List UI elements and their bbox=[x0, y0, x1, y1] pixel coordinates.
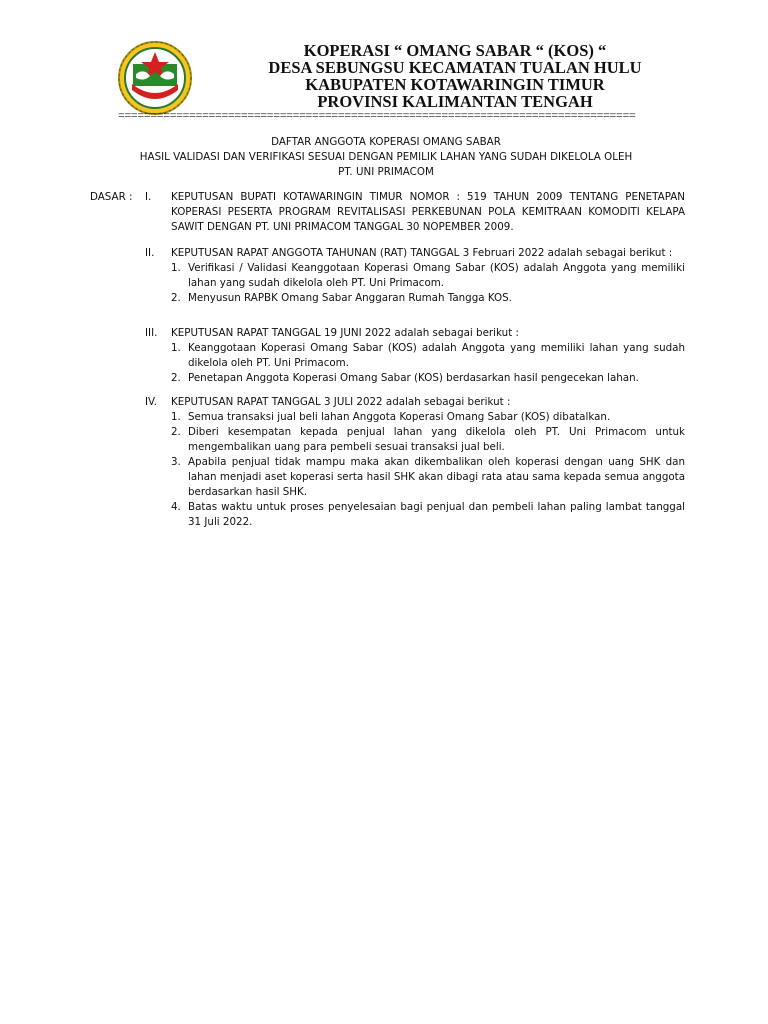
item-number: 2. bbox=[171, 372, 181, 384]
item-text: Semua transaksi jual beli lahan Anggota Koperasi Omang Sabar (KOS) dibatalkan. bbox=[188, 411, 611, 423]
list-item bbox=[171, 410, 685, 425]
item-text: Menyusun RAPBK Omang Sabar Anggaran Rumah Tangga KOS. bbox=[188, 292, 512, 304]
item-text: Apabila penjual tidak mampu maka akan dikembalikan oleh koperasi dengan uang SHK dan lahan menjadi aset koperasi serta hasil SHK akan dibagi rata atau sama kepada semua anggota berdasarkan hasil SHK. bbox=[188, 456, 685, 498]
list-item bbox=[171, 291, 685, 306]
section-number: IV. bbox=[145, 396, 158, 408]
section-1 bbox=[145, 190, 685, 235]
item-number: 2. bbox=[171, 426, 181, 438]
item-text: Penetapan Anggota Koperasi Omang Sabar (KOS) berdasarkan hasil pengecekan lahan. bbox=[188, 372, 639, 384]
item-text: Diberi kesempatan kepada penjual lahan yang dikelola oleh PT. Uni Primacom untuk mengembalikan uang para pembeli sesuai transaksi jual beli. bbox=[188, 426, 685, 453]
item-number: 3. bbox=[171, 456, 181, 468]
list-item bbox=[171, 341, 685, 371]
letterhead bbox=[215, 42, 695, 110]
section-3 bbox=[145, 326, 685, 386]
item-number: 1. bbox=[171, 411, 181, 423]
section-number: II. bbox=[145, 247, 155, 259]
section-text: KEPUTUSAN BUPATI KOTAWARINGIN TIMUR NOMOR : 519 TAHUN 2009 TENTANG PENETAPAN KOPERASI PESERTA PROGRAM REVITALISASI PERKEBUNAN POLA KEMITRAAN KOMODITI KELAPA SAWIT DENGAN PT. UNI PRIMACOM TANGGAL 30 NOPEMBER 2009. bbox=[171, 191, 685, 233]
section-text: KEPUTUSAN RAPAT TANGGAL 3 JULI 2022 adalah sebagai berikut : bbox=[171, 396, 511, 408]
section-list bbox=[171, 261, 685, 306]
item-number: 1. bbox=[171, 342, 181, 354]
item-text: Batas waktu untuk proses penyelesaian bagi penjual dan pembeli lahan paling lambat tanggal 31 Juli 2022. bbox=[188, 501, 685, 528]
item-number: 1. bbox=[171, 262, 181, 274]
list-item bbox=[171, 425, 685, 455]
list-item bbox=[171, 500, 685, 530]
title-line1: DAFTAR ANGGOTA KOPERASI OMANG SABAR bbox=[271, 136, 501, 148]
section-number: III. bbox=[145, 327, 158, 339]
section-list bbox=[171, 410, 685, 530]
letterhead-line3: KABUPATEN KOTAWARINGIN TIMUR bbox=[305, 75, 605, 94]
dasar-label: DASAR : bbox=[90, 191, 133, 203]
section-4 bbox=[145, 395, 685, 530]
item-number: 4. bbox=[171, 501, 181, 513]
title-line3: PT. UNI PRIMACOM bbox=[338, 166, 434, 178]
header-rule: ================================================================================ bbox=[118, 108, 636, 122]
list-item bbox=[171, 261, 685, 291]
letterhead-line1: KOPERASI “ OMANG SABAR “ (KOS) “ bbox=[303, 41, 607, 60]
cooperative-logo bbox=[110, 40, 200, 116]
list-item bbox=[171, 455, 685, 500]
section-2 bbox=[145, 246, 685, 306]
section-number: I. bbox=[145, 191, 152, 203]
section-text: KEPUTUSAN RAPAT ANGGOTA TAHUNAN (RAT) TANGGAL 3 Februari 2022 adalah sebagai berikut : bbox=[171, 247, 673, 259]
item-text: Keanggotaan Koperasi Omang Sabar (KOS) adalah Anggota yang memiliki lahan yang sudah dikelola oleh PT. Uni Primacom. bbox=[188, 342, 685, 369]
title-line2: HASIL VALIDASI DAN VERIFIKASI SESUAI DENGAN PEMILIK LAHAN YANG SUDAH DIKELOLA OLEH bbox=[139, 151, 633, 163]
document-title bbox=[90, 135, 682, 180]
letterhead-line4: PROVINSI KALIMANTAN TENGAH bbox=[317, 92, 593, 111]
letterhead-line2: DESA SEBUNGSU KECAMATAN TUALAN HULU bbox=[268, 58, 642, 77]
item-text: Verifikasi / Validasi Keanggotaan Koperasi Omang Sabar (KOS) adalah Anggota yang memiliki lahan yang sudah dikelola oleh PT. Uni Primacom. bbox=[188, 262, 685, 289]
section-text: KEPUTUSAN RAPAT TANGGAL 19 JUNI 2022 adalah sebagai berikut : bbox=[171, 327, 519, 339]
section-list bbox=[171, 341, 685, 386]
item-number: 2. bbox=[171, 292, 181, 304]
list-item bbox=[171, 371, 685, 386]
